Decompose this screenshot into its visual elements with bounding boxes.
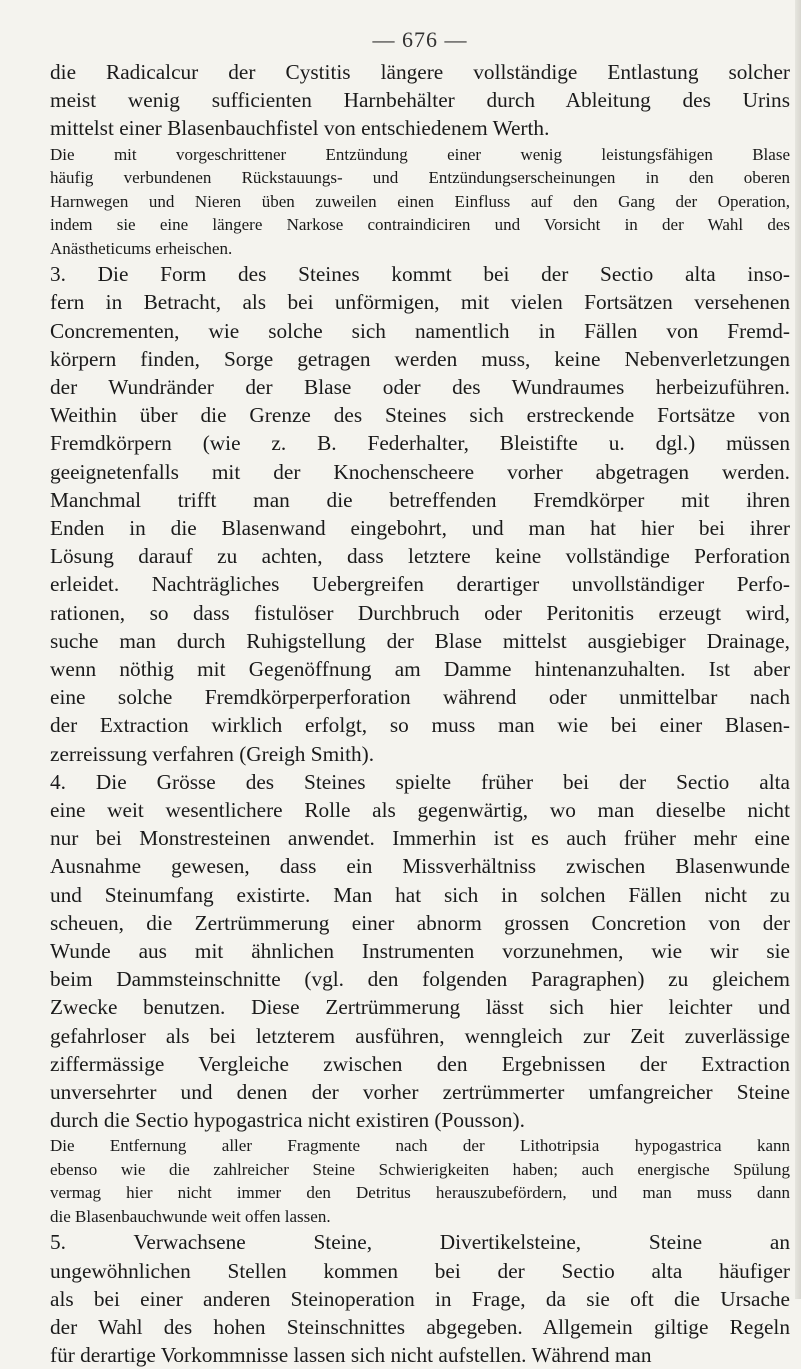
text-line: vermag hier nicht immer den Detritus herauszubefördern, und man muss dann	[50, 1183, 790, 1203]
text-line: scheuen, die Zertrümmerung einer abnorm grossen Concretion von der	[50, 910, 790, 935]
text-line: ungewöhnlichen Stellen kommen bei der Sectio alta häufiger	[50, 1258, 790, 1283]
page-body	[50, 58, 790, 1369]
text-line: die Blasenbauchwunde weit offen lassen.	[50, 1206, 331, 1226]
text-line: 4. Die Grösse des Steines spielte früher bei der Sectio alta	[50, 769, 790, 794]
text-line: fern in Betracht, als bei unförmigen, mit vielen Fortsätzen versehenen	[50, 290, 790, 315]
text-line: der Wundränder der Blase oder des Wundraumes herbeizuführen.	[50, 374, 790, 399]
text-line: Enden in die Blasenwand eingebohrt, und man hat hier bei ihrer	[50, 515, 790, 540]
text-line: ziffermässige Vergleiche zwischen den Ergebnissen der Extraction	[50, 1051, 790, 1076]
text-line: ebenso wie die zahlreicher Steine Schwierigkeiten haben; auch energische Spülung	[50, 1159, 790, 1179]
text-line: mittelst einer Blasenbauchfistel von entschiedenem Werth.	[50, 116, 550, 141]
text-line: rationen, so dass fistulöser Durchbruch oder Peritonitis erzeugt wird,	[50, 600, 790, 625]
text-line: körpern finden, Sorge getragen werden muss, keine Nebenverletzungen	[50, 346, 790, 371]
page-number: — 676 —	[372, 27, 468, 52]
body-paragraph	[50, 58, 790, 143]
body-paragraph	[50, 260, 790, 1134]
text-line: Harnwegen und Nieren üben zuweilen einen Einfluss auf den Gang der Operation,	[50, 191, 790, 211]
page-edge-shadow	[795, 0, 801, 1299]
text-line: unversehrter und denen der vorher zertrümmerter umfangreicher Steine	[50, 1080, 790, 1104]
text-line: eine weit wesentlichere Rolle als gegenwärtig, wo man dieselbe nicht	[50, 797, 790, 822]
text-line: Ausnahme gewesen, dass ein Missverhältniss zwischen Blasenwunde	[50, 854, 790, 879]
text-line: Weithin über die Grenze des Steines sich erstreckende Fortsätze von	[50, 403, 790, 428]
text-line: Wunde aus mit ähnlichen Instrumenten vorzunehmen, wie wir sie	[50, 938, 790, 963]
footnote-paragraph	[50, 1134, 790, 1228]
text-line: 3. Die Form des Steines kommt bei der Sectio alta inso-	[50, 262, 790, 287]
text-line: Manchmal trifft man die betreffenden Fremdkörper mit ihren	[50, 487, 790, 512]
text-line: wenn nöthig mit Gegenöffnung am Damme hintenanzuhalten. Ist aber	[50, 656, 790, 681]
text-line: Lösung darauf zu achten, dass letztere keine vollständige Perforation	[50, 544, 790, 569]
text-line: gefahrloser als bei letzterem ausführen, wenngleich zur Zeit zuverlässige	[50, 1023, 790, 1048]
text-line: durch die Sectio hypogastrica nicht existiren (Pousson).	[50, 1108, 525, 1133]
book-page	[50, 22, 790, 1369]
text-line: zerreissung verfahren (Greigh Smith).	[50, 741, 375, 766]
footnote-paragraph	[50, 143, 790, 261]
text-line: geeignetenfalls mit der Knochenscheere vorher abgetragen werden.	[50, 459, 790, 484]
text-line: Die Entfernung aller Fragmente nach der Lithotripsia hypogastrica kann	[50, 1136, 790, 1156]
text-line: Anästheticums erheischen.	[50, 238, 233, 258]
text-line: häufig verbundenen Rückstauungs- und Entzündungserscheinungen in den oberen	[50, 168, 790, 188]
text-line: die Radicalcur der Cystitis längere vollständige Entlastung solcher	[50, 60, 790, 84]
text-line: Concrementen, wie solche sich namentlich in Fällen von Fremd-	[50, 318, 790, 343]
text-line: meist wenig sufficienten Harnbehälter durch Ableitung des Urins	[50, 88, 790, 113]
text-line: Fremdkörpern (wie z. B. Federhalter, Bleistifte u. dgl.) müssen	[50, 431, 790, 456]
text-line: als bei einer anderen Steinoperation in Frage, da sie oft die Ursache	[50, 1286, 790, 1311]
text-line: eine solche Fremdkörperperforation während oder unmittelbar nach	[50, 685, 790, 710]
text-line: Die mit vorgeschrittener Entzündung einer wenig leistungsfähigen Blase	[50, 144, 790, 164]
text-line: erleidet. Nachträgliches Uebergreifen derartiger unvollständiger Perfo-	[50, 572, 790, 597]
text-line: für derartige Vorkommnisse lassen sich nicht aufstellen. Während man	[50, 1343, 652, 1368]
text-line: und Steinumfang existirte. Man hat sich in solchen Fällen nicht zu	[50, 882, 790, 907]
text-line: indem sie eine längere Narkose contraindiciren und Vorsicht in der Wahl des	[50, 215, 790, 235]
text-line: suche man durch Ruhigstellung der Blase mittelst ausgiebiger Drainage,	[50, 628, 790, 653]
text-line: nur bei Monstresteinen anwendet. Immerhin ist es auch früher mehr eine	[50, 826, 790, 851]
text-line: der Extraction wirklich erfolgt, so muss man wie bei einer Blasen-	[50, 713, 790, 738]
text-line: der Wahl des hohen Steinschnittes abgegeben. Allgemein giltige Regeln	[50, 1315, 790, 1340]
text-line: beim Dammsteinschnitte (vgl. den folgenden Paragraphen) zu gleichem	[50, 967, 790, 992]
text-line: Zwecke benutzen. Diese Zertrümmerung lässt sich hier leichter und	[50, 995, 790, 1020]
text-line: 5. Verwachsene Steine, Divertikelsteine, Steine an	[50, 1230, 790, 1255]
